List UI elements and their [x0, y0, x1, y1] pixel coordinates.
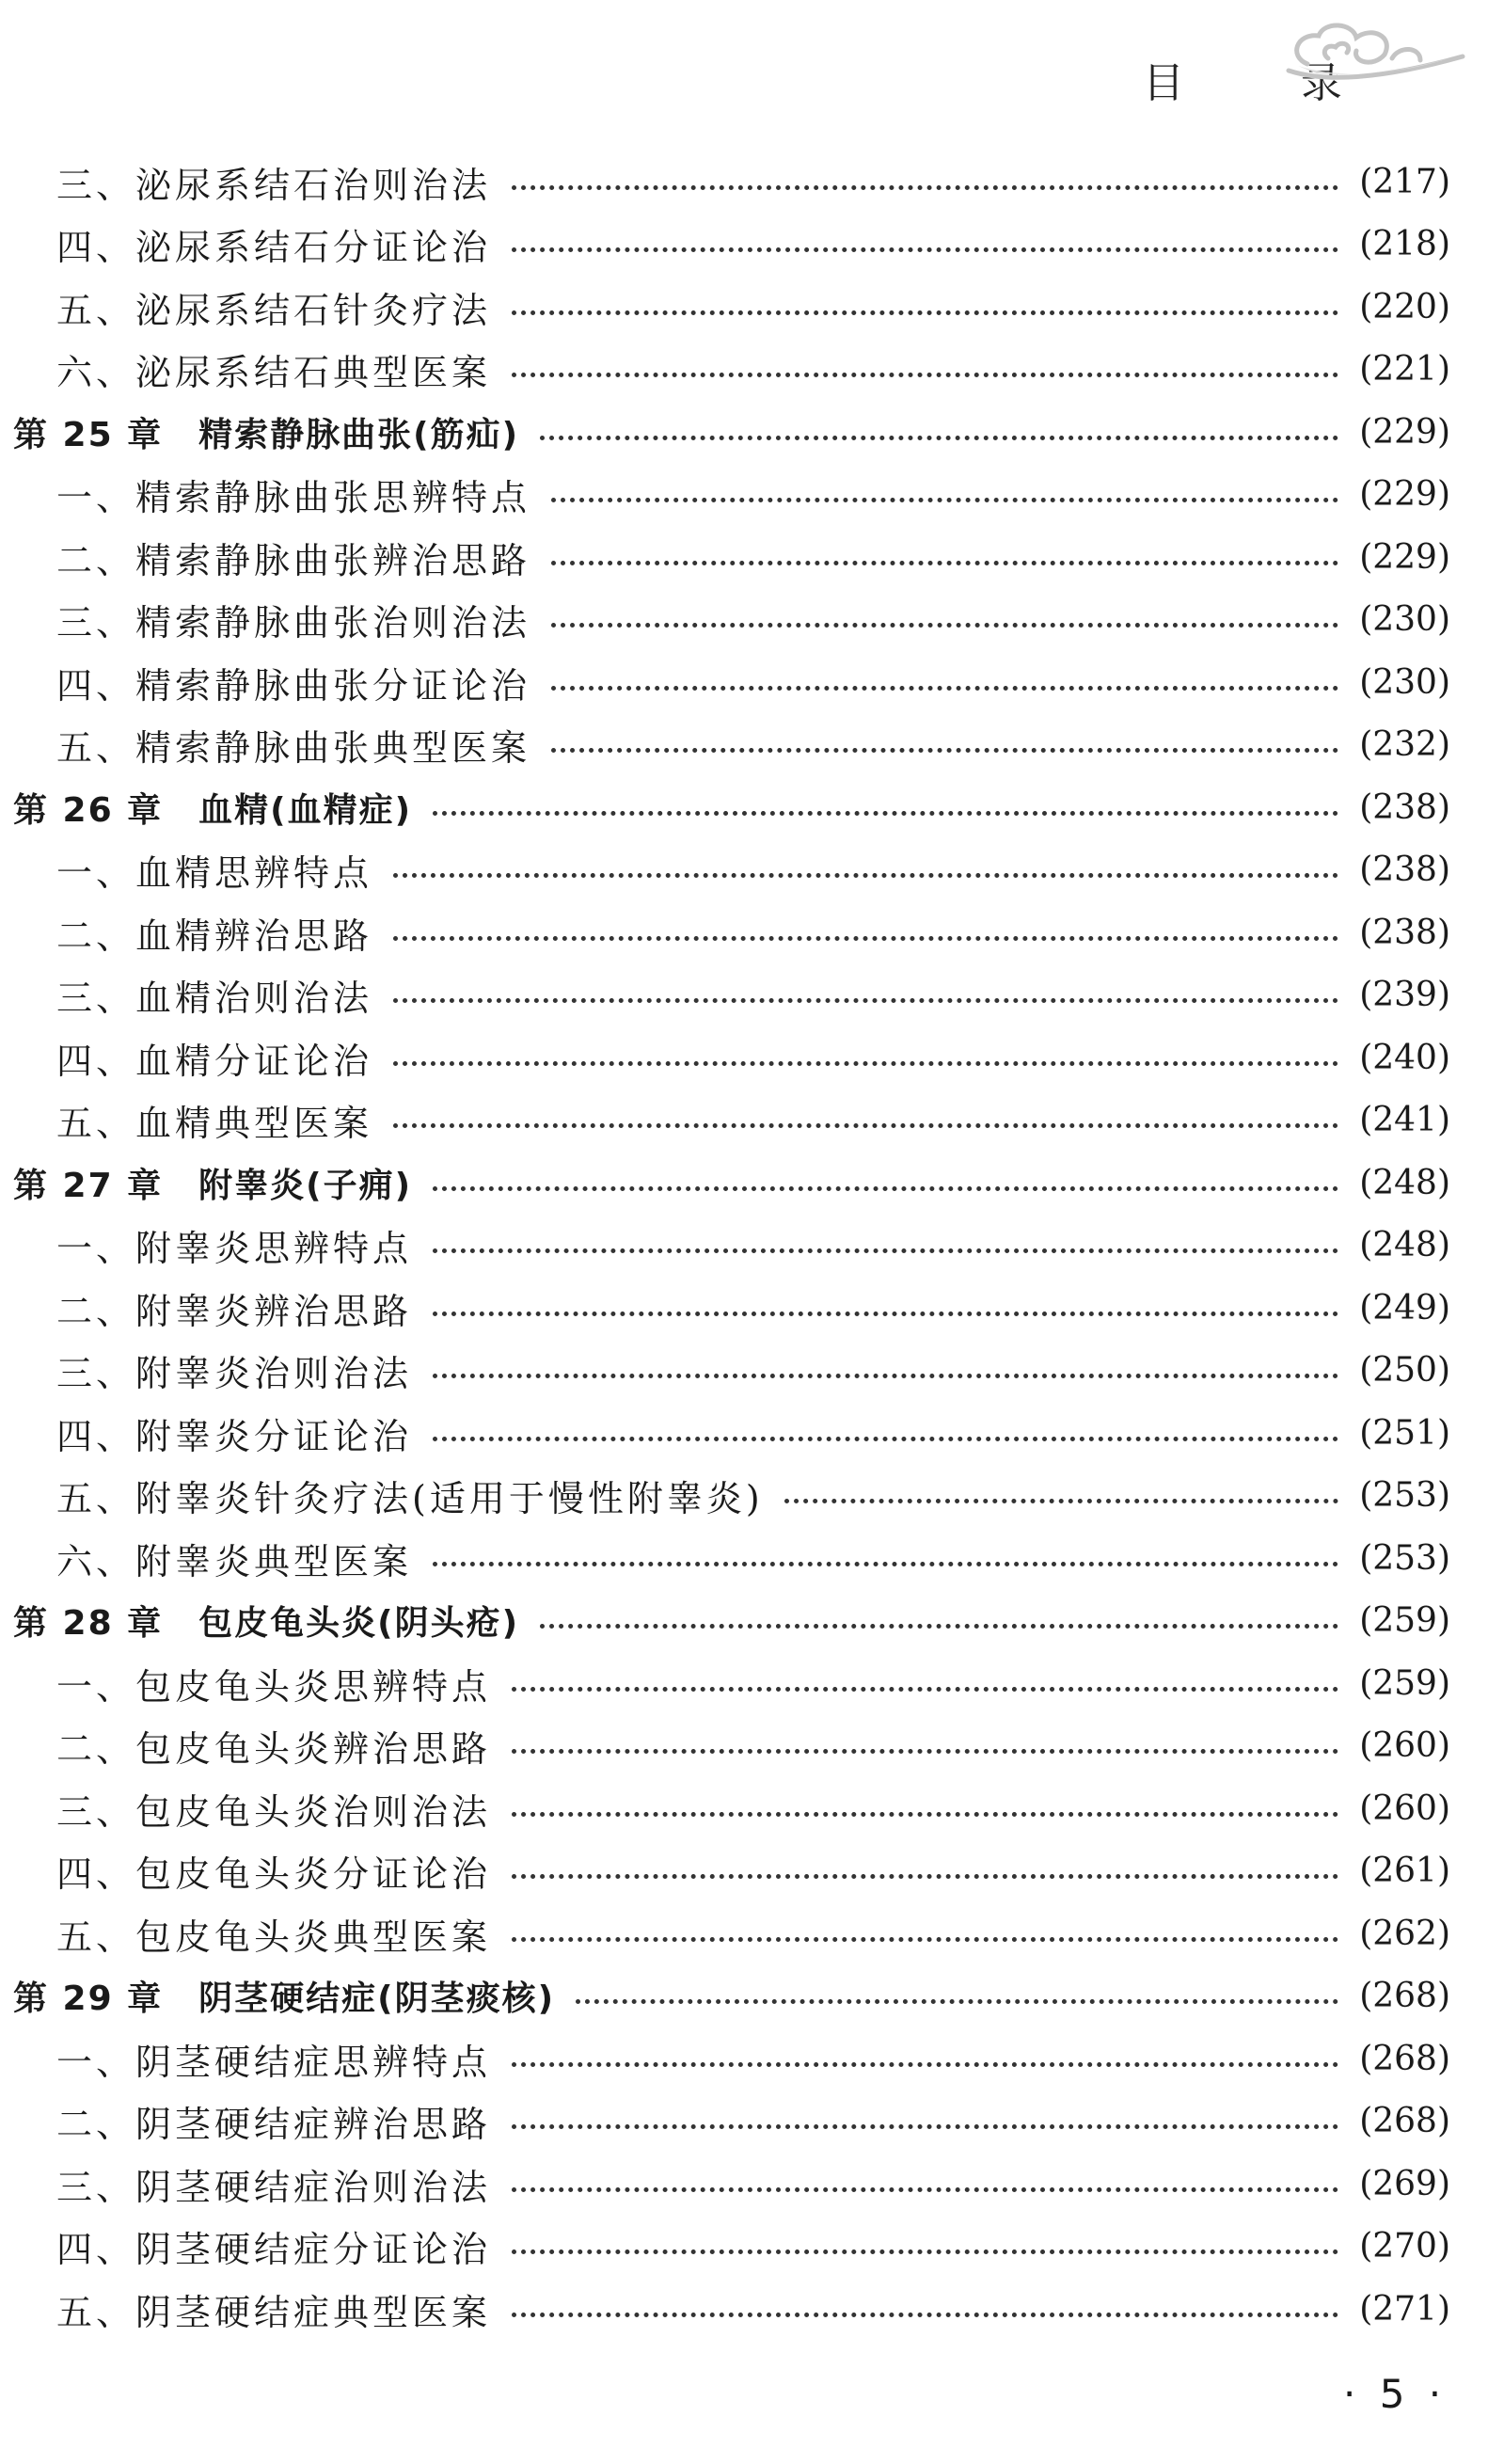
dot-leader — [393, 1061, 1338, 1066]
toc-page-number: (268) — [1359, 2039, 1450, 2078]
toc-page-number: (260) — [1359, 1726, 1450, 1766]
toc-entry-title: 五、附睾炎针灸疗法(适用于慢性附睾炎) — [56, 1478, 764, 1520]
toc-entry-row — [0, 214, 1488, 277]
toc-entry-title: 六、泌尿系结石典型医案 — [56, 352, 492, 394]
dot-leader — [540, 1624, 1338, 1629]
dot-leader — [433, 1311, 1338, 1316]
toc-page-number: (271) — [1359, 2289, 1450, 2329]
toc-page-number: (218) — [1359, 225, 1450, 264]
toc-chapter-row — [0, 1590, 1488, 1653]
toc-page-number: (259) — [1359, 1601, 1450, 1641]
toc-entry-title: 三、附睾炎治则治法 — [56, 1353, 413, 1395]
toc-entry-row — [0, 1340, 1488, 1403]
toc-page-number: (241) — [1359, 1101, 1450, 1140]
toc-entry-row — [0, 651, 1488, 714]
toc-entry-row — [0, 526, 1488, 589]
dot-leader — [512, 1937, 1338, 1942]
toc-page-number: (238) — [1359, 787, 1450, 827]
toc-page-number: (249) — [1359, 1288, 1450, 1327]
toc-page-number: (229) — [1359, 475, 1450, 515]
dot-leader — [512, 185, 1338, 190]
table-of-contents — [0, 151, 1488, 2341]
toc-entry-title: 二、包皮龟头炎辨治思路 — [56, 1728, 492, 1771]
toc-entry-title: 五、精索静脉曲张典型医案 — [56, 727, 531, 770]
toc-entry-title: 四、附睾炎分证论治 — [56, 1415, 413, 1457]
dot-leader — [551, 498, 1338, 502]
toc-page-number: (253) — [1359, 1538, 1450, 1578]
toc-page-number: (262) — [1359, 1914, 1450, 1953]
toc-entry-title: 五、包皮龟头炎典型医案 — [56, 1916, 492, 1958]
dot-leader — [433, 1248, 1338, 1253]
toc-entry-title: 二、血精辨治思路 — [56, 914, 373, 957]
dot-leader — [784, 1499, 1339, 1503]
toc-entry-title: 五、血精典型医案 — [56, 1103, 373, 1145]
toc-entry-title: 一、附睾炎思辨特点 — [56, 1228, 413, 1270]
toc-entry-title: 三、泌尿系结石治则治法 — [56, 164, 492, 206]
toc-entry-row — [0, 276, 1488, 339]
toc-entry-row — [0, 1215, 1488, 1278]
toc-entry-row — [0, 2153, 1488, 2216]
toc-entry-row — [0, 1402, 1488, 1465]
dot-leader — [393, 1123, 1338, 1128]
dot-leader — [540, 436, 1338, 440]
dot-leader — [512, 2249, 1338, 2254]
toc-entry-row — [0, 2278, 1488, 2341]
toc-entry-title: 四、阴茎硬结症分证论治 — [56, 2229, 492, 2271]
toc-page-number: (221) — [1359, 350, 1450, 389]
dot-leader — [512, 2124, 1338, 2129]
toc-page-number: (240) — [1359, 1038, 1450, 1077]
toc-page-number: (268) — [1359, 1977, 1450, 2016]
toc-page-number: (230) — [1359, 662, 1450, 702]
dot-leader — [433, 1374, 1338, 1378]
dot-leader — [512, 2313, 1338, 2317]
toc-page-number: (217) — [1359, 162, 1450, 201]
dot-leader — [393, 873, 1338, 878]
toc-entry-row — [0, 2090, 1488, 2154]
toc-page-number: (251) — [1359, 1413, 1450, 1453]
dot-leader — [433, 1437, 1338, 1441]
toc-entry-title: 四、精索静脉曲张分证论治 — [56, 664, 531, 707]
toc-entry-row — [0, 964, 1488, 1027]
dot-leader — [551, 748, 1338, 753]
toc-page-number: (261) — [1359, 1852, 1450, 1891]
toc-page-number: (250) — [1359, 1351, 1450, 1391]
toc-entry-title: 四、血精分证论治 — [56, 1040, 373, 1082]
toc-entry-row — [0, 339, 1488, 402]
dot-leader — [512, 247, 1338, 252]
dot-leader — [512, 1812, 1338, 1817]
toc-entry-row — [0, 1527, 1488, 1590]
toc-page-number: (270) — [1359, 2227, 1450, 2266]
toc-entry-title: 一、精索静脉曲张思辨特点 — [56, 477, 531, 519]
toc-page-number: (238) — [1359, 913, 1450, 952]
page-number: · 5 · — [1343, 2371, 1448, 2417]
toc-entry-title: 一、阴茎硬结症思辨特点 — [56, 2041, 492, 2083]
toc-page-number: (248) — [1359, 1226, 1450, 1265]
toc-entry-row — [0, 1465, 1488, 1528]
dot-leader — [512, 310, 1338, 315]
toc-entry-title: 三、精索静脉曲张治则治法 — [56, 602, 531, 644]
toc-page-number: (248) — [1359, 1163, 1450, 1202]
toc-entry-row — [0, 1652, 1488, 1715]
toc-entry-row — [0, 151, 1488, 214]
toc-entry-row — [0, 1777, 1488, 1840]
toc-page-number: (253) — [1359, 1476, 1450, 1516]
toc-page-number: (229) — [1359, 412, 1450, 452]
toc-entry-title: 三、包皮龟头炎治则治法 — [56, 1790, 492, 1833]
toc-entry-row — [0, 1026, 1488, 1089]
toc-entry-row — [0, 901, 1488, 964]
toc-chapter-title: 第 29 章 阴茎硬结症(阴茎痰核) — [13, 1979, 556, 2019]
toc-entry-title: 二、附睾炎辨治思路 — [56, 1290, 413, 1332]
toc-entry-row — [0, 839, 1488, 902]
toc-entry-row — [0, 589, 1488, 652]
page-header-title: 目 录 — [1143, 59, 1380, 107]
dot-leader — [512, 2062, 1338, 2067]
toc-entry-title: 五、阴茎硬结症典型医案 — [56, 2291, 492, 2333]
toc-chapter-row — [0, 1965, 1488, 2028]
toc-chapter-row — [0, 1152, 1488, 1215]
toc-chapter-title: 第 27 章 附睾炎(子痈) — [13, 1166, 413, 1205]
dot-leader — [551, 686, 1338, 691]
dot-leader — [433, 1562, 1338, 1566]
toc-entry-title: 三、血精治则治法 — [56, 978, 373, 1020]
toc-entry-row — [0, 2216, 1488, 2279]
toc-page-number: (269) — [1359, 2164, 1450, 2203]
toc-entry-title: 五、泌尿系结石针灸疗法 — [56, 289, 492, 331]
toc-page-number: (230) — [1359, 600, 1450, 640]
toc-page-number: (229) — [1359, 537, 1450, 577]
toc-chapter-title: 第 25 章 精索静脉曲张(筋疝) — [13, 415, 520, 454]
toc-page-number: (238) — [1359, 850, 1450, 890]
toc-entry-row — [0, 1715, 1488, 1778]
toc-entry-title: 一、包皮龟头炎思辨特点 — [56, 1665, 492, 1708]
toc-entry-row — [0, 2027, 1488, 2090]
dot-leader — [393, 998, 1338, 1003]
toc-page-number: (260) — [1359, 1788, 1450, 1828]
toc-entry-row — [0, 1840, 1488, 1903]
toc-chapter-row — [0, 776, 1488, 839]
dot-leader — [512, 1874, 1338, 1879]
toc-entry-title: 二、精索静脉曲张辨治思路 — [56, 539, 531, 581]
toc-page-number: (268) — [1359, 2102, 1450, 2141]
dot-leader — [512, 373, 1338, 377]
dot-leader — [393, 936, 1338, 941]
dot-leader — [576, 1999, 1338, 2004]
toc-entry-row — [0, 714, 1488, 777]
toc-page-number: (239) — [1359, 976, 1450, 1015]
toc-entry-title: 二、阴茎硬结症辨治思路 — [56, 2104, 492, 2146]
auspicious-cloud-icon — [1279, 19, 1467, 94]
toc-chapter-title: 第 26 章 血精(血精症) — [13, 790, 413, 830]
toc-entry-row — [0, 1902, 1488, 1965]
toc-chapter-row — [0, 401, 1488, 464]
toc-page-number: (220) — [1359, 287, 1450, 326]
dot-leader — [551, 561, 1338, 565]
toc-entry-row — [0, 464, 1488, 527]
toc-entry-title: 四、泌尿系结石分证论治 — [56, 227, 492, 269]
toc-entry-title: 三、阴茎硬结症治则治法 — [56, 2166, 492, 2208]
dot-leader — [433, 811, 1338, 816]
dot-leader — [512, 1687, 1338, 1692]
dot-leader — [433, 1186, 1338, 1191]
toc-page-number: (259) — [1359, 1663, 1450, 1703]
toc-entry-row — [0, 1277, 1488, 1340]
toc-entry-title: 六、附睾炎典型医案 — [56, 1540, 413, 1582]
toc-page-number: (232) — [1359, 725, 1450, 765]
toc-entry-row — [0, 1089, 1488, 1153]
dot-leader — [551, 623, 1338, 628]
toc-entry-title: 一、血精思辨特点 — [56, 852, 373, 895]
dot-leader — [512, 1749, 1338, 1754]
dot-leader — [512, 2187, 1338, 2192]
toc-entry-title: 四、包皮龟头炎分证论治 — [56, 1853, 492, 1896]
toc-chapter-title: 第 28 章 包皮龟头炎(阴头疮) — [13, 1604, 520, 1644]
